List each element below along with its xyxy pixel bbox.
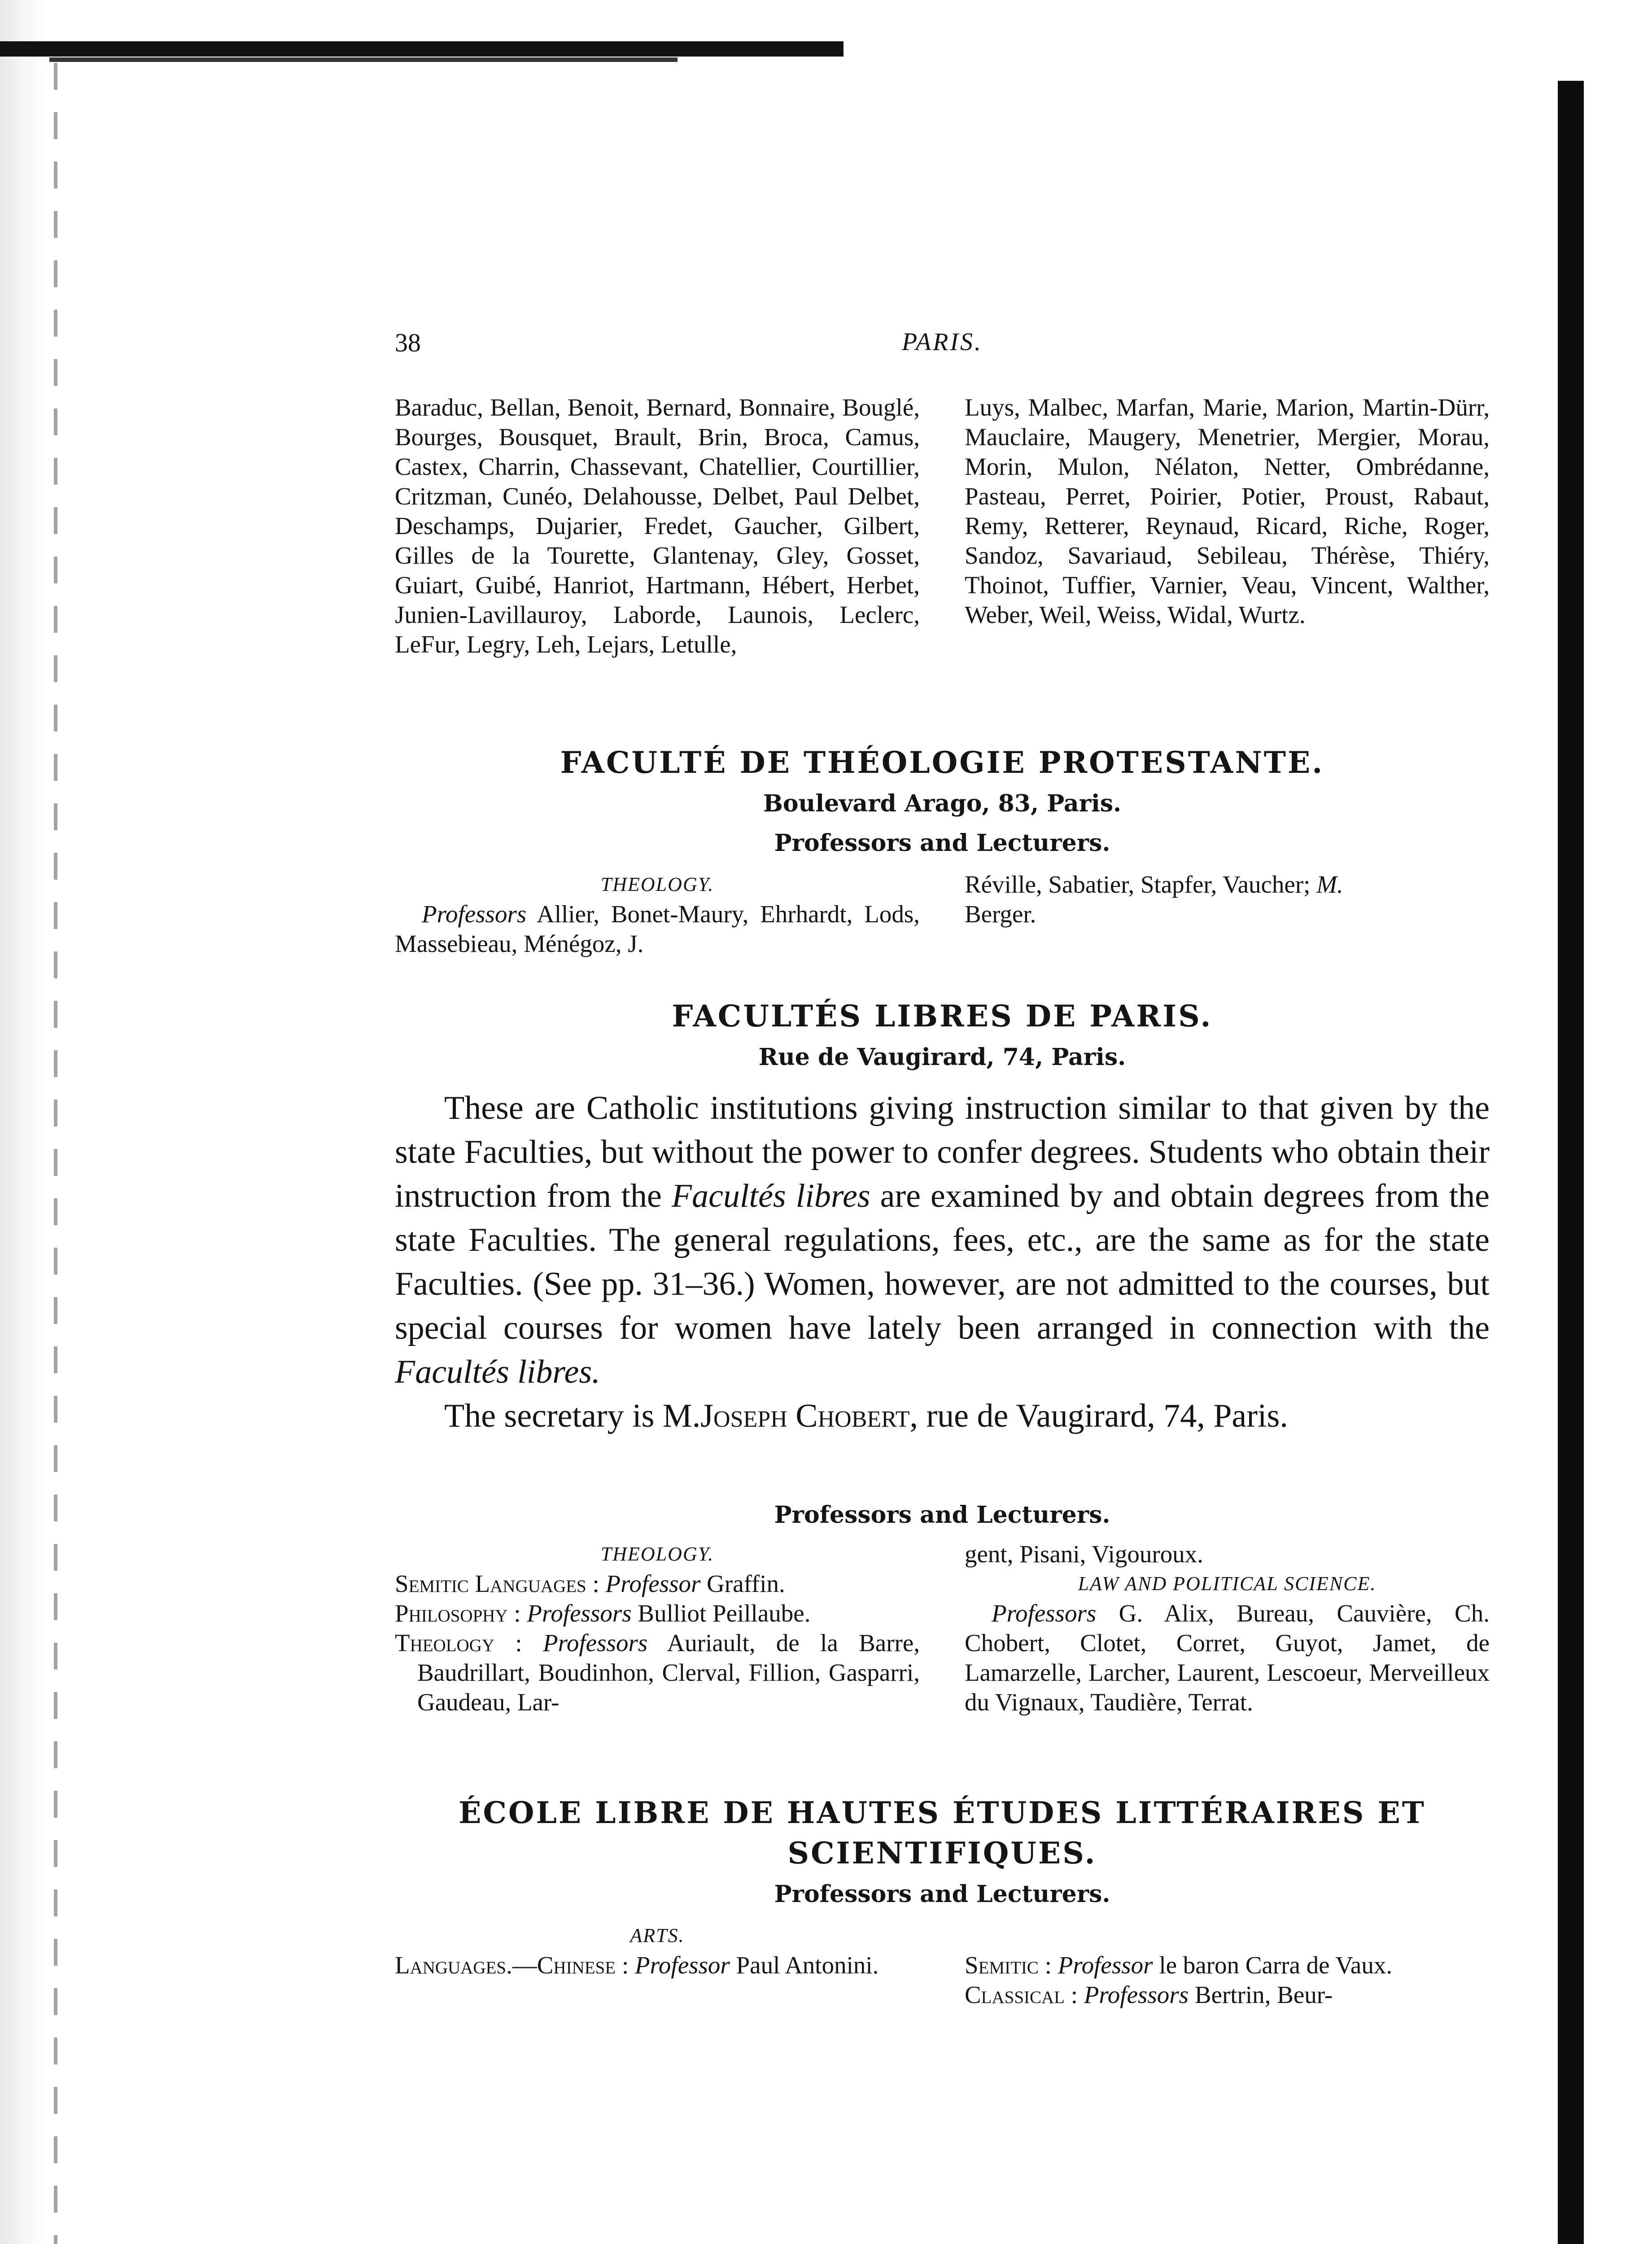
entry-semitic: Semitic : Professor le baron Carra de Vaux.	[965, 1951, 1393, 1979]
para1-text-a: These are Catholic institutions giving instruction similar to that given by the state Faculties, but without the power to confer degrees. Students who obtain their instruction from the	[395, 1090, 1490, 1214]
para1-em-facultes-libres-2: Facultés libres.	[395, 1354, 600, 1390]
libres-staff-heading: Professors and Lecturers.	[774, 1501, 1110, 1529]
label-theology: Theology	[395, 1629, 495, 1657]
ecole-heading-line1: ÉCOLE LIBRE DE HAUTES ÉTUDES LITTÉRAIRES ET	[459, 1795, 1426, 1830]
entry-theology: Theology : Professors Auriault, de la Barre, Baudrillart, Boudinhon, Clerval, Fillion, Gasparri, Gaudeau, Lar-	[395, 1629, 920, 1716]
page-number: 38	[395, 328, 421, 357]
protestant-m: M.	[1316, 871, 1343, 898]
libres-paragraph-1	[395, 1086, 1490, 1394]
protestant-names-right	[965, 870, 1490, 899]
discipline-theology-libres: THEOLOGY.	[600, 1543, 714, 1565]
label-semitic-languages: Semitic Languages	[395, 1570, 586, 1597]
protestant-names-left: Allier, Bonet-Maury, Ehrhardt, Lods, Massebieau, Ménégoz, J.	[395, 900, 920, 957]
entry-semitic-languages: Semitic Languages : Professor Graffin.	[395, 1570, 785, 1597]
secretary-name: Joseph Chobert	[700, 1398, 910, 1434]
protestant-professors	[395, 899, 920, 959]
entry-languages-chinese: Languages.—Chinese : Professor Paul Antonini.	[395, 1951, 879, 1979]
discipline-arts: ARTS.	[630, 1924, 685, 1946]
names-semitic: Graffin.	[700, 1570, 785, 1597]
protestant-heading: FACULTÉ DE THÉOLOGIE PROTESTANTE.	[560, 745, 1324, 780]
protestant-address: Boulevard Arago, 83, Paris.	[763, 790, 1122, 817]
libres-right-col	[965, 1539, 1490, 1717]
theology-continued: gent, Pisani, Vigouroux.	[965, 1540, 1203, 1568]
scan-right-edge-bar	[1558, 81, 1584, 2244]
names-semitic-ecole: le baron Carra de Vaux.	[1153, 1951, 1393, 1979]
ecole-right-col	[965, 1921, 1490, 2010]
professors-label: Professors	[422, 900, 527, 928]
para1-em-facultes-libres: Facultés libres	[671, 1178, 870, 1214]
discipline-law: LAW AND POLITICAL SCIENCE.	[1078, 1573, 1377, 1595]
names-law: G. Alix, Bureau, Cauvière, Ch. Chobert, Clotet, Corret, Guyot, Jamet, de Lamarzelle, Larcher, Laurent, Lescoeur, Merveilleux du Vignaux, Taudière, Terrat.	[965, 1600, 1490, 1716]
protestant-staff-heading: Professors and Lecturers.	[774, 829, 1110, 857]
libres-left-col	[395, 1539, 920, 1717]
label-semitic: Semitic	[965, 1951, 1039, 1979]
running-head	[395, 328, 1490, 368]
ecole-heading-line2: SCIENTIFIQUES.	[787, 1836, 1097, 1871]
ecole-left-col	[395, 1921, 920, 2010]
protestant-names-tail: Berger.	[965, 900, 1036, 928]
prof-label: Professors	[527, 1600, 632, 1627]
prof-label: Professors	[1084, 1981, 1189, 2008]
libres-staff	[395, 1539, 1490, 1717]
scan-top-bar	[0, 41, 843, 57]
protestant-right-col	[965, 870, 1490, 959]
names-philosophy: Bulliot Peillaube.	[631, 1600, 811, 1627]
scan-left-streak	[54, 63, 57, 2244]
prof-label: Professor	[634, 1951, 730, 1979]
faculty-list-left: Baraduc, Bellan, Benoit, Bernard, Bonnaire, Bouglé, Bourges, Bousquet, Brault, Brin, Broca, Camus, Castex, Charrin, Chassevant, Chatellier, Courtillier, Critzman, Cunéo, Delahousse, Delbet, Paul Delbet, Deschamps, Dujarier, Fredet, Gaucher, Gilbert, Gilles de la Tourette, Glantenay, Gley, Gosset, Guiart, Guibé, Hanriot, Hartmann, Hébert, Herbet, Junien-Lavillauroy, Laborde, Launois, Leclerc, LeFur, Legry, Leh, Lejars, Letulle,	[395, 394, 920, 658]
para2-text-a: The secretary is M.	[444, 1398, 701, 1434]
para1-text-b: are examined by and obtain degrees from the state Faculties. The general regulations, fees, etc., are the same as for the state Faculties. (See pp. 31–36.) Women, however, are not admitted to the courses, but special courses for women have lately been arranged in connection with the	[395, 1178, 1490, 1346]
prof-label: Professor	[1058, 1951, 1153, 1979]
entry-philosophy: Philosophy : Professors Bulliot Peillaube.	[395, 1600, 811, 1627]
names-chinese: Paul Antonini.	[730, 1951, 879, 1979]
prof-label: Professor	[605, 1570, 701, 1597]
libres-description	[395, 1086, 1490, 1438]
running-title: PARIS.	[901, 328, 983, 356]
libres-heading: FACULTÉS LIBRES DE PARIS.	[672, 999, 1213, 1034]
label-languages-chinese: Languages.—Chinese	[395, 1951, 616, 1979]
para2-text-b: , rue de Vaugirard, 74, Paris.	[909, 1398, 1288, 1434]
ecole-staff-heading: Professors and Lecturers.	[774, 1880, 1110, 1908]
libres-address: Rue de Vaugirard, 74, Paris.	[758, 1043, 1126, 1071]
scan-left-edge	[0, 0, 49, 2244]
scan-top-bar-shadow	[49, 57, 677, 62]
protestant-left-col	[395, 870, 920, 959]
ecole-staff	[395, 1921, 1490, 2010]
entry-law	[965, 1599, 1490, 1717]
faculty-name-list	[395, 393, 1490, 659]
protestant-staff	[395, 870, 1490, 959]
libres-paragraph-2	[395, 1394, 1490, 1438]
prof-label: Professors	[542, 1629, 648, 1657]
faculty-list-right: Luys, Malbec, Marfan, Marie, Marion, Martin-Dürr, Mauclaire, Maugery, Menetrier, Mergier, Morau, Morin, Mulon, Nélaton, Netter, Ombrédanne, Pasteau, Perret, Poirier, Potier, Proust, Rabaut, Remy, Retterer, Reynaud, Ricard, Riche, Roger, Sandoz, Savariaud, Sebileau, Thérèse, Thiéry, Thoinot, Tuffier, Varnier, Veau, Vincent, Walther, Weber, Weil, Weiss, Widal, Wurtz.	[965, 394, 1490, 628]
names-classical: Bertrin, Beur-	[1189, 1981, 1333, 2008]
discipline-theology: THEOLOGY.	[600, 873, 714, 895]
label-philosophy: Philosophy	[395, 1600, 508, 1627]
label-classical: Classical	[965, 1981, 1065, 2008]
prof-label: Professors	[992, 1600, 1097, 1627]
protestant-names-right-text: Réville, Sabatier, Stapfer, Vaucher;	[965, 871, 1311, 898]
names-theology: Auriault, de la Barre, Baudrillart, Boudinhon, Clerval, Fillion, Gasparri, Gaudeau, Lar-	[417, 1629, 920, 1716]
entry-classical: Classical : Professors Bertrin, Beur-	[965, 1981, 1333, 2008]
